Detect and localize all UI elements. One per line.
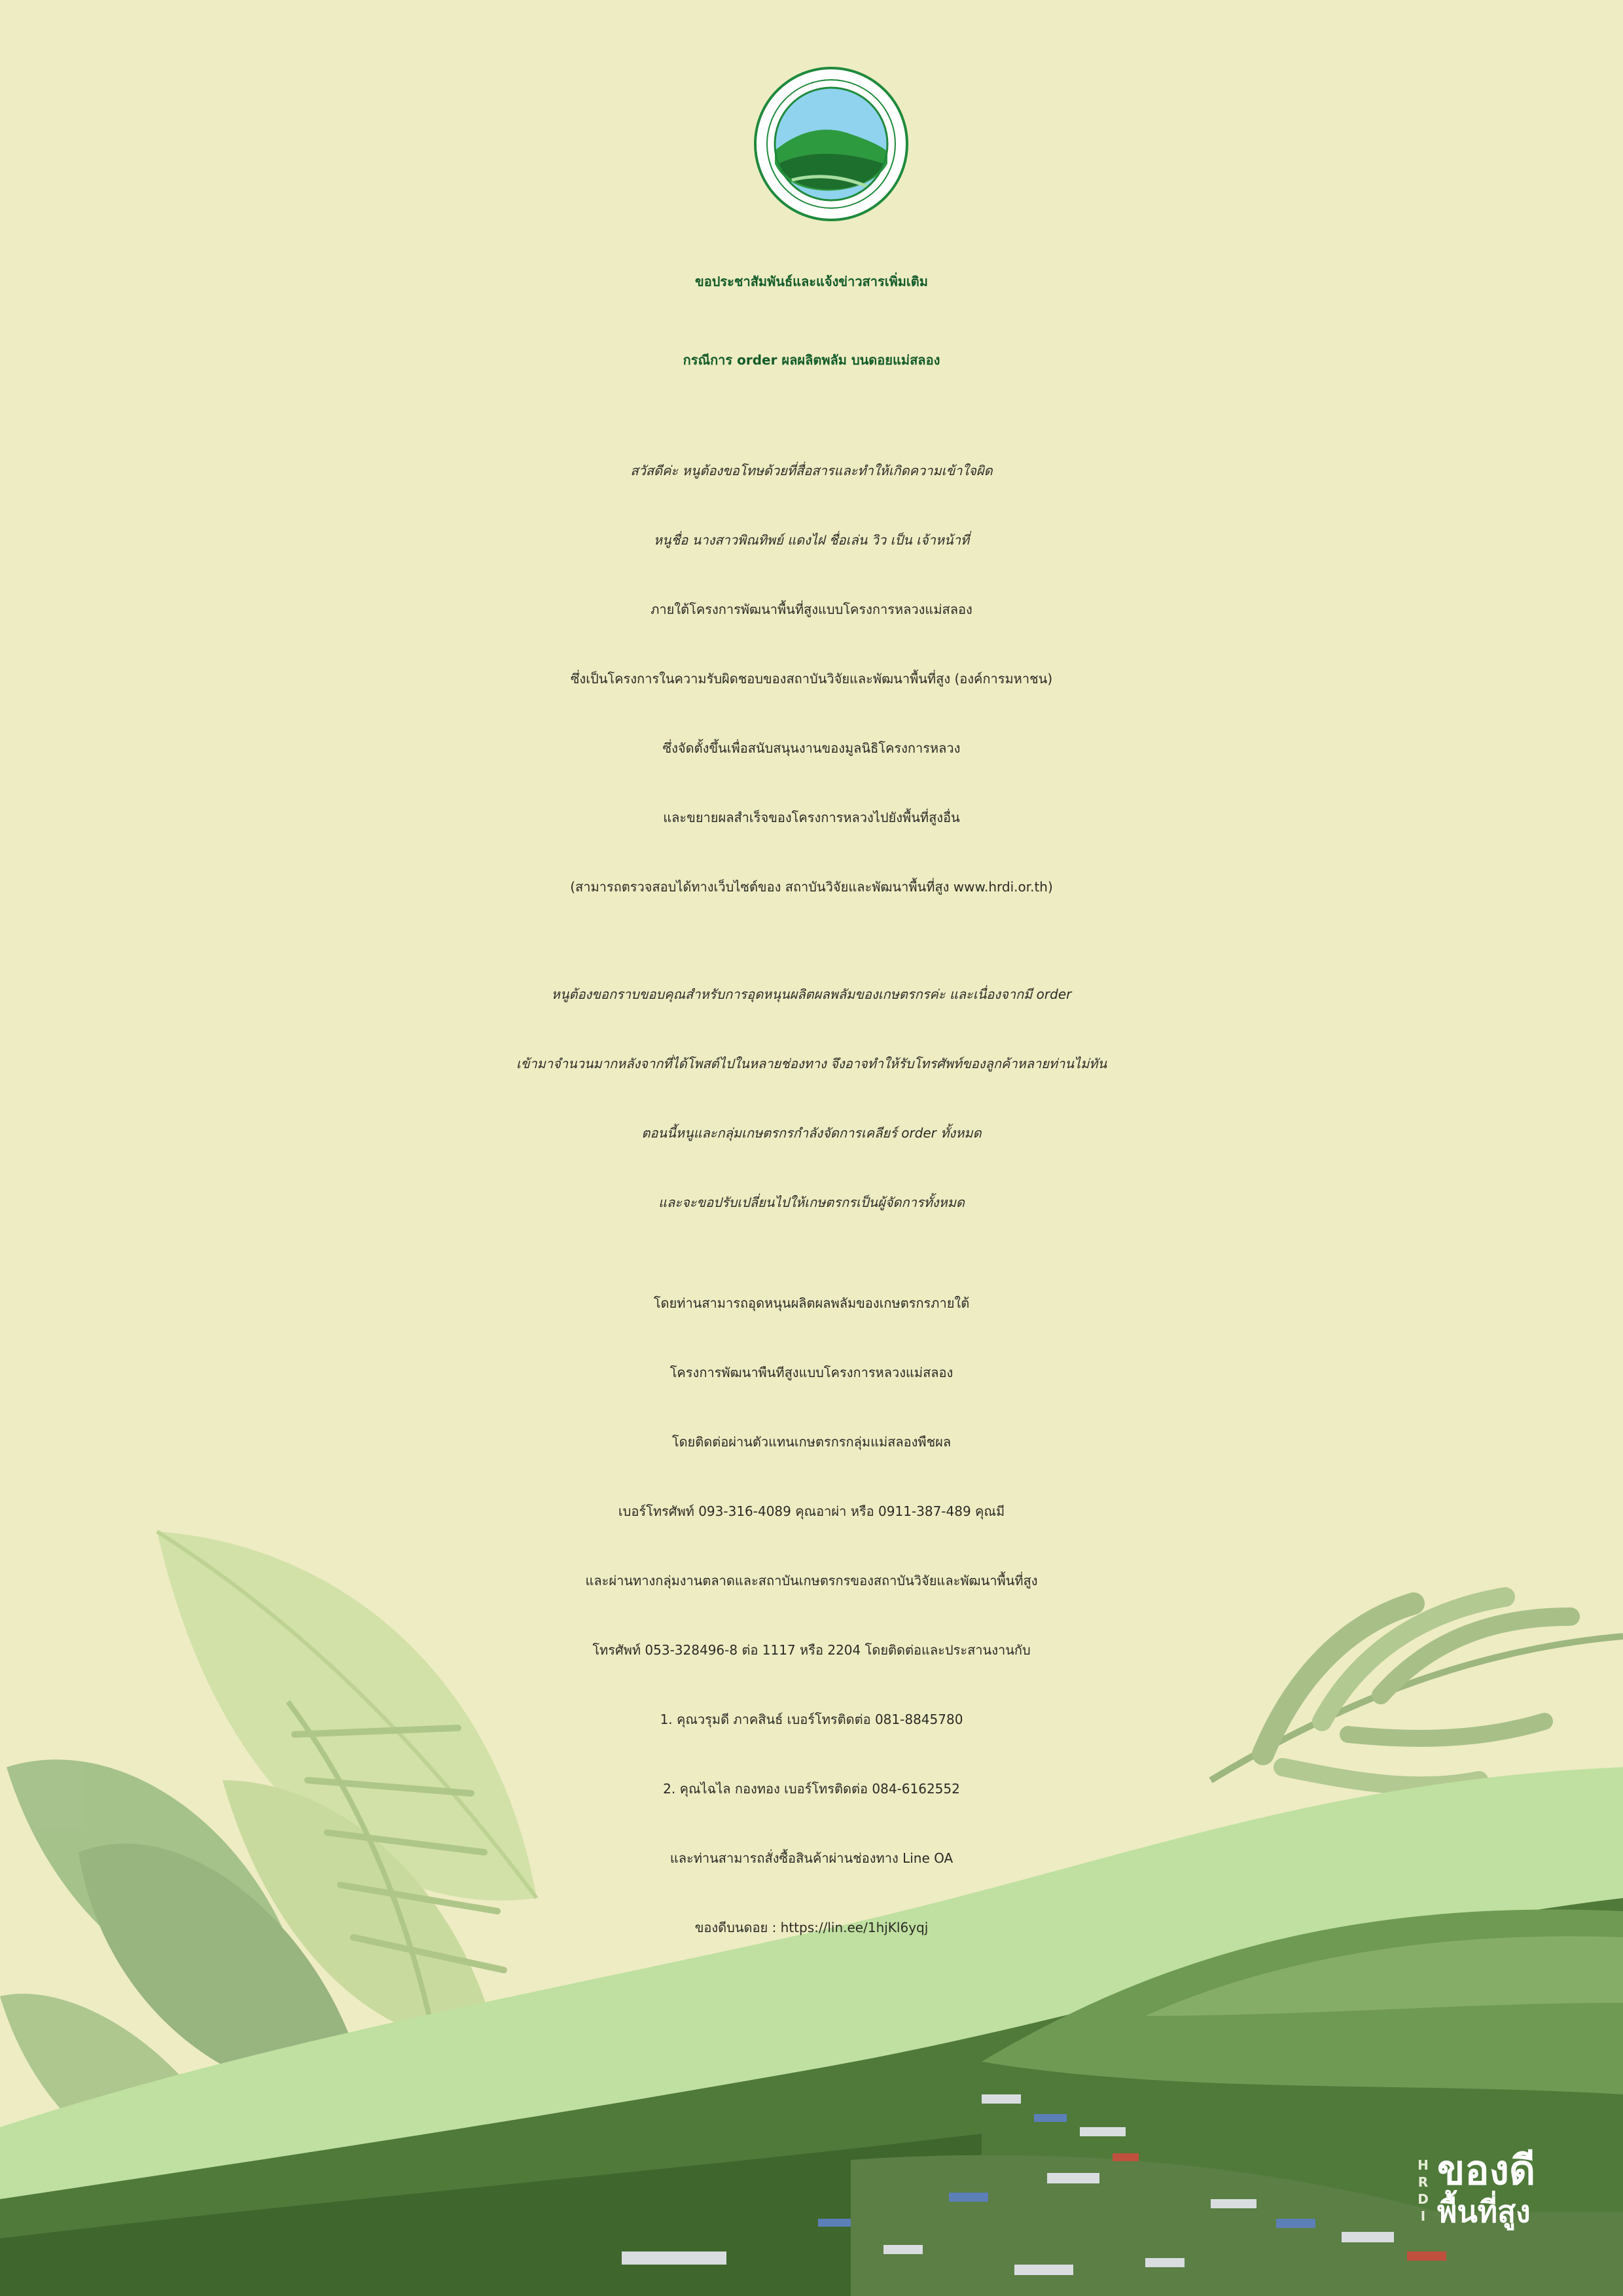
page-title xyxy=(0,242,1623,399)
intro-line: ซึ่งเป็นโครงการในความรับผิดชอบของสถาบันวิจัยและพัฒนาพื้นที่สูง (องค์การมหาชน) xyxy=(570,671,1053,687)
thanks-line: ตอนนี้หนูและกลุ่มเกษตรกรกำลังจัดการเคลียร์ order ทั้งหมด xyxy=(641,1125,982,1141)
contact-person-1: 1. คุณวรุมดี ภาคสินธ์ เบอร์โทรติดต่อ 081-8845780 xyxy=(660,1712,963,1727)
contact-line: โดยท่านสามารถอุดหนุนผลิตผลพลัมของเกษตรกรภายใต้ xyxy=(653,1295,970,1311)
thanks-line: หนูต้องขอกราบขอบคุณสำหรับการอุดหนุนผลิตผลพลัมของเกษตรกรค่ะ และเนื่องจากมี order xyxy=(551,986,1072,1002)
intro-line: ภายใต้โครงการพัฒนาพื้นที่สูงแบบโครงการหลวงแม่สลอง xyxy=(651,601,972,617)
title-line-2: กรณีการ order ผลผลิตพลัม บนดอยแม่สลอง xyxy=(683,352,940,368)
contact-line: โครงการพัฒนาพืนทีสูงแบบโครงการหลวงแม่สลอง xyxy=(669,1365,954,1380)
intro-line-website: (สามารถตรวจสอบได้ทางเว็บไซต์ของ สถาบันวิจัยและพัฒนาพื้นที่สูง www.hrdi.or.th) xyxy=(570,879,1053,895)
brand-line-2: พื้นที่สูง xyxy=(1437,2194,1531,2229)
intro-line: และขยายผลสำเร็จของโครงการหลวงไปยังพื้นที่สูงอื่น xyxy=(663,810,960,825)
contact-line: และผ่านทางกลุ่มงานตลาดและสถาบันเกษตรกรของสถาบันวิจัยและพัฒนาพื้นที่สูง xyxy=(585,1573,1038,1588)
intro-line: หนูชื่อ นางสาวพิณทิพย์ แดงไฝ ชื่อเล่น วิว เป็น เจ้าหน้าที่ xyxy=(653,532,970,548)
brand-side-text: H R D I xyxy=(1418,2157,1429,2224)
contact-phone-line: เบอร์โทรศัพท์ 093-316-4089 คุณอาผ่า หรือ 0911-387-489 คุณมี xyxy=(618,1503,1005,1519)
hrdi-logo xyxy=(753,65,910,223)
line-oa-link: ของดีบนดอย : https://lin.ee/1hjKl6yqj xyxy=(694,1920,929,1935)
khongdee-brand-logo xyxy=(1414,2144,1584,2242)
thanks-line: เข้ามาจำนวนมากหลังจากที่ได้โพสต์ไปในหลายช่องทาง จึงอาจทำให้รับโทรศัพท์ของลูกค้าหลายท่านไม่ทัน xyxy=(516,1056,1107,1071)
intro-line: ซึ่งจัดตั้งขึ้นเพื่อสนับสนุนงานของมูลนิธิโครงการหลวง xyxy=(662,740,961,756)
intro-paragraph xyxy=(0,436,1623,922)
brand-line-1: ของดี xyxy=(1437,2146,1536,2194)
title-line-1: ขอประชาสัมพันธ์และแจ้งข่าวสารเพิ่มเติม xyxy=(695,274,928,289)
intro-line: สวัสดีค่ะ หนูต้องขอโทษด้วยที่สื่อสารและทำให้เกิดความเข้าใจผิด xyxy=(630,463,993,478)
thanks-line: และจะขอปรับเปลี่ยนไปให้เกษตรกรเป็นผู้จัดการทั้งหมด xyxy=(658,1194,965,1210)
contact-phone-line: โทรศัพท์ 053-328496-8 ต่อ 1117 หรือ 2204 โดยติดต่อและประสานงานกับ xyxy=(592,1642,1031,1658)
contact-paragraph xyxy=(0,1268,1623,1962)
contact-line: และท่านสามารถสั่งซื้อสินค้าผ่านช่องทาง Line OA xyxy=(669,1850,954,1866)
contact-person-2: 2. คุณไฉไล กองทอง เบอร์โทรติดต่อ 084-6162552 xyxy=(663,1781,960,1797)
thanks-paragraph xyxy=(0,960,1623,1237)
contact-line: โดยติดต่อผ่านตัวแทนเกษตรกรกลุ่มแม่สลองพืชผล xyxy=(671,1434,952,1450)
